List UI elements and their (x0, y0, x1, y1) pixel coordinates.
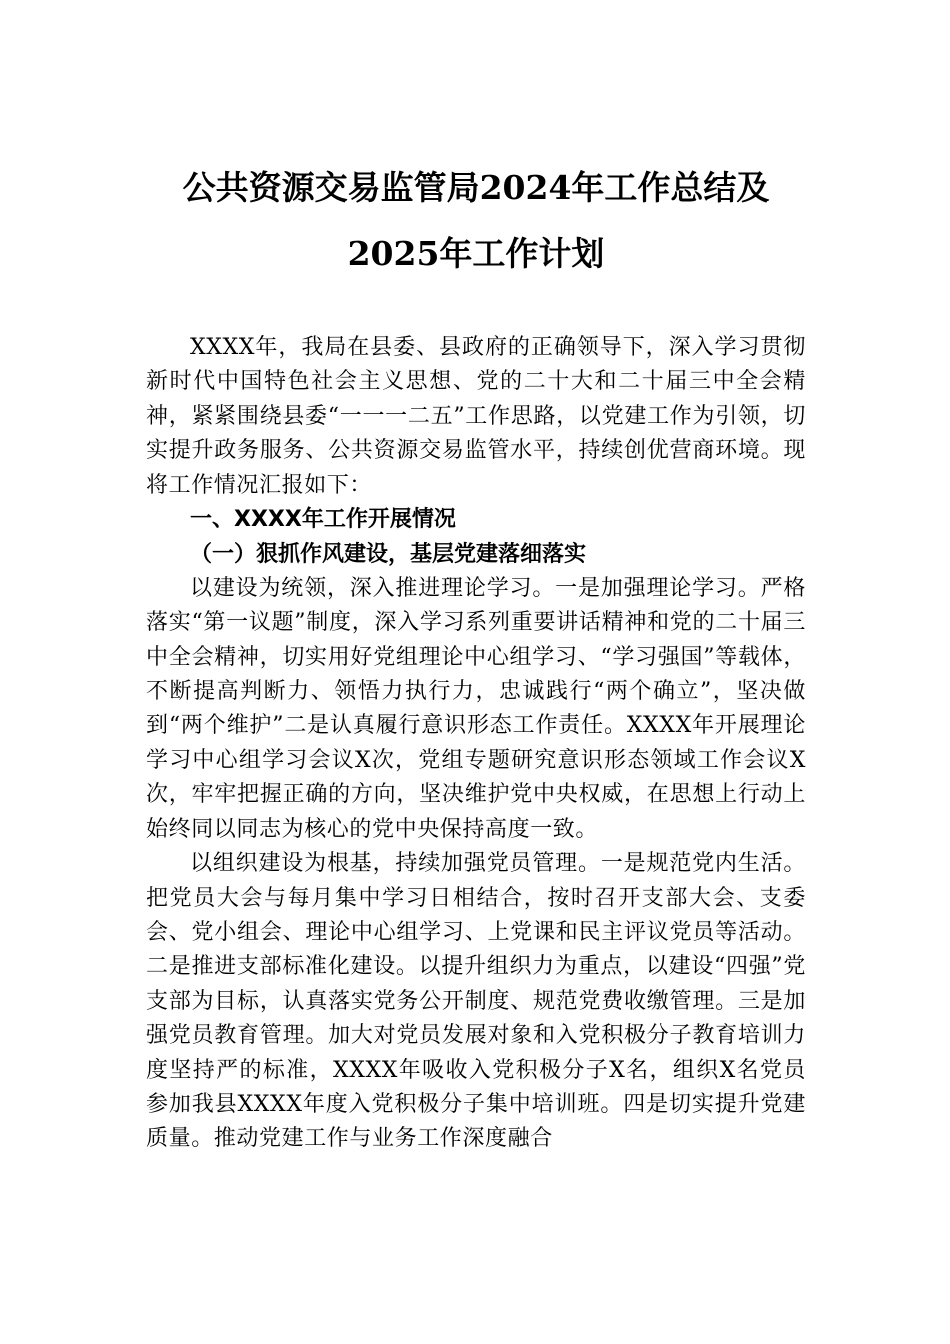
document-page (146, 155, 806, 1157)
title-line-1: 公共资源交易监管局2024年工作总结及 (182, 168, 770, 207)
intro-paragraph: XXXX年，我局在县委、县政府的正确领导下，深入学习贯彻新时代中国特色社会主义思想、党的二十大和二十届三中全会精神，紧紧围绕县委“一一一二五”工作思路，以党建工作为引领，切实提升政务服务、公共资源交易监管水平，持续创优营商环境。现将工作情况汇报如下： (146, 335, 806, 498)
body-paragraph-2: 以组织建设为根基，持续加强党员管理。一是规范党内生活。把党员大会与每月集中学习日相结合，按时召开支部大会、支委会、党小组会、理论中心组学习、上党课和民主评议党员等活动。二是推进支部标准化建设。以提升组织力为重点，以建设“四强”党支部为目标，认真落实党务公开制度、规范党费收缴管理。三是加强党员教育管理。加大对党员发展对象和入党积极分子教育培训力度坚持严的标准，XXXX年吸收入党积极分子X名，组织X名党员参加我县XXXX年度入党积极分子集中培训班。四是切实提升党建质量。推动党建工作与业务工作深度融合 (146, 851, 806, 1152)
body-paragraph-1: 以建设为统领，深入推进理论学习。一是加强理论学习。严格落实“第一议题”制度，深入学习系列重要讲话精神和党的二十届三中全会精神，切实用好党组理论中心组学习、“学习强国”等载体，不断提高判断力、领悟力执行力，忠诚践行“两个确立”，坚决做到“两个维护”二是认真履行意识形态工作责任。XXXX年开展理论学习中心组学习会议X次，党组专题研究意识形态领域工作会议X次，牢牢把握正确的方向，坚决维护党中央权威，在思想上行动上始终同以同志为核心的党中央保持高度一致。 (146, 575, 806, 842)
section-heading: 一、XXXX年工作开展情况 (190, 507, 456, 533)
title-line-2: 2025年工作计划 (347, 234, 605, 273)
document-body (146, 331, 806, 1157)
document-title (146, 155, 806, 287)
subsection-heading: （一）狠抓作风建设，基层党建落细落实 (190, 541, 587, 568)
